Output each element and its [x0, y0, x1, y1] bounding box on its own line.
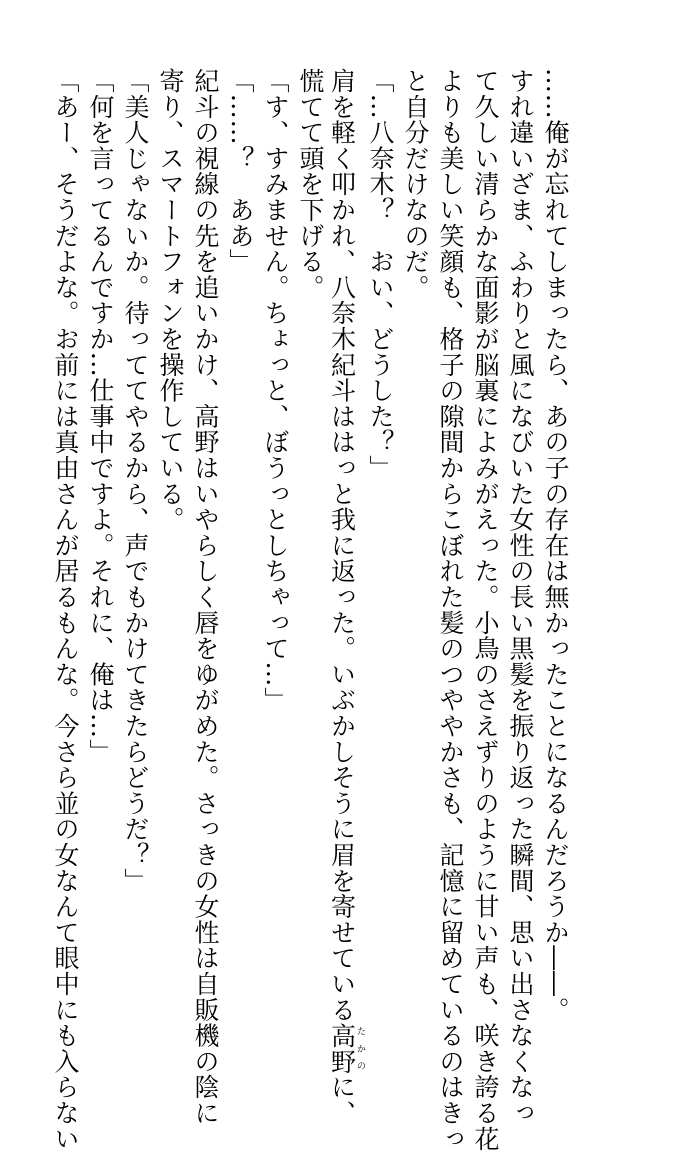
text-column-7-tail: に、 — [327, 1074, 357, 1126]
text-column-9: 「す、すみません。ちょっと、ぼうっとしちゃって…」 — [261, 68, 290, 713]
text-column-5: と自分だけなのだ。 — [401, 68, 430, 301]
ruby-base: 高野 — [327, 1022, 357, 1075]
text-column-15: 「あー、そうだよな。お前には真由さんが居るもんな。今さら並の女なんて眼中にも入らない — [51, 68, 80, 1152]
text-column-6: 「…八奈木？ おい、どうした？」 — [366, 68, 395, 481]
text-column-2: すれ違いざま、ふわりと風になびいた女性の長い黒髪を振り返った瞬間、思い出さなくなっ — [506, 68, 535, 1126]
text-column-14: 「何を言ってるんですか…仕事中ですよ。それに、俺は…」 — [86, 68, 115, 765]
text-column-7 — [325, 68, 365, 1126]
text-column-4: よりも美しい笑顔も、格子の隙間からこぼれた髪のつややかさも、記憶に留めているのはきっ — [436, 68, 465, 1152]
text-column-3: て久しい清らかな面影が脳裏によみがえった。小鳥のさえずりのように甘い声も、咲き誇る花 — [471, 68, 500, 1152]
text-column-10: 「……？ ああ」 — [226, 68, 255, 275]
text-column-7-main: 肩を軽く叩かれ、八奈木紀斗ははっと我に返った。いぶかしそうに眉を寄せている — [327, 68, 357, 1023]
text-column-12: 寄り、スマートフォンを操作している。 — [156, 68, 185, 533]
text-column-1: ……俺が忘れてしまったら、あの子の存在は無かったことになるんだろうか――。 — [541, 68, 570, 1023]
ruby-reading: たかの — [355, 1022, 365, 1075]
text-column-8: 慌てて頭を下げる。 — [296, 68, 325, 301]
text-column-13: 「美人じゃないか。待っててやるから、声でもかけてきたらどうだ？」 — [121, 68, 150, 894]
text-column-11: 紀斗の視線の先を追いかけ、高野はいやらしく唇をゆがめた。さっきの女性は自販機の陰に — [191, 68, 220, 1126]
furigana-takano — [327, 1022, 365, 1075]
